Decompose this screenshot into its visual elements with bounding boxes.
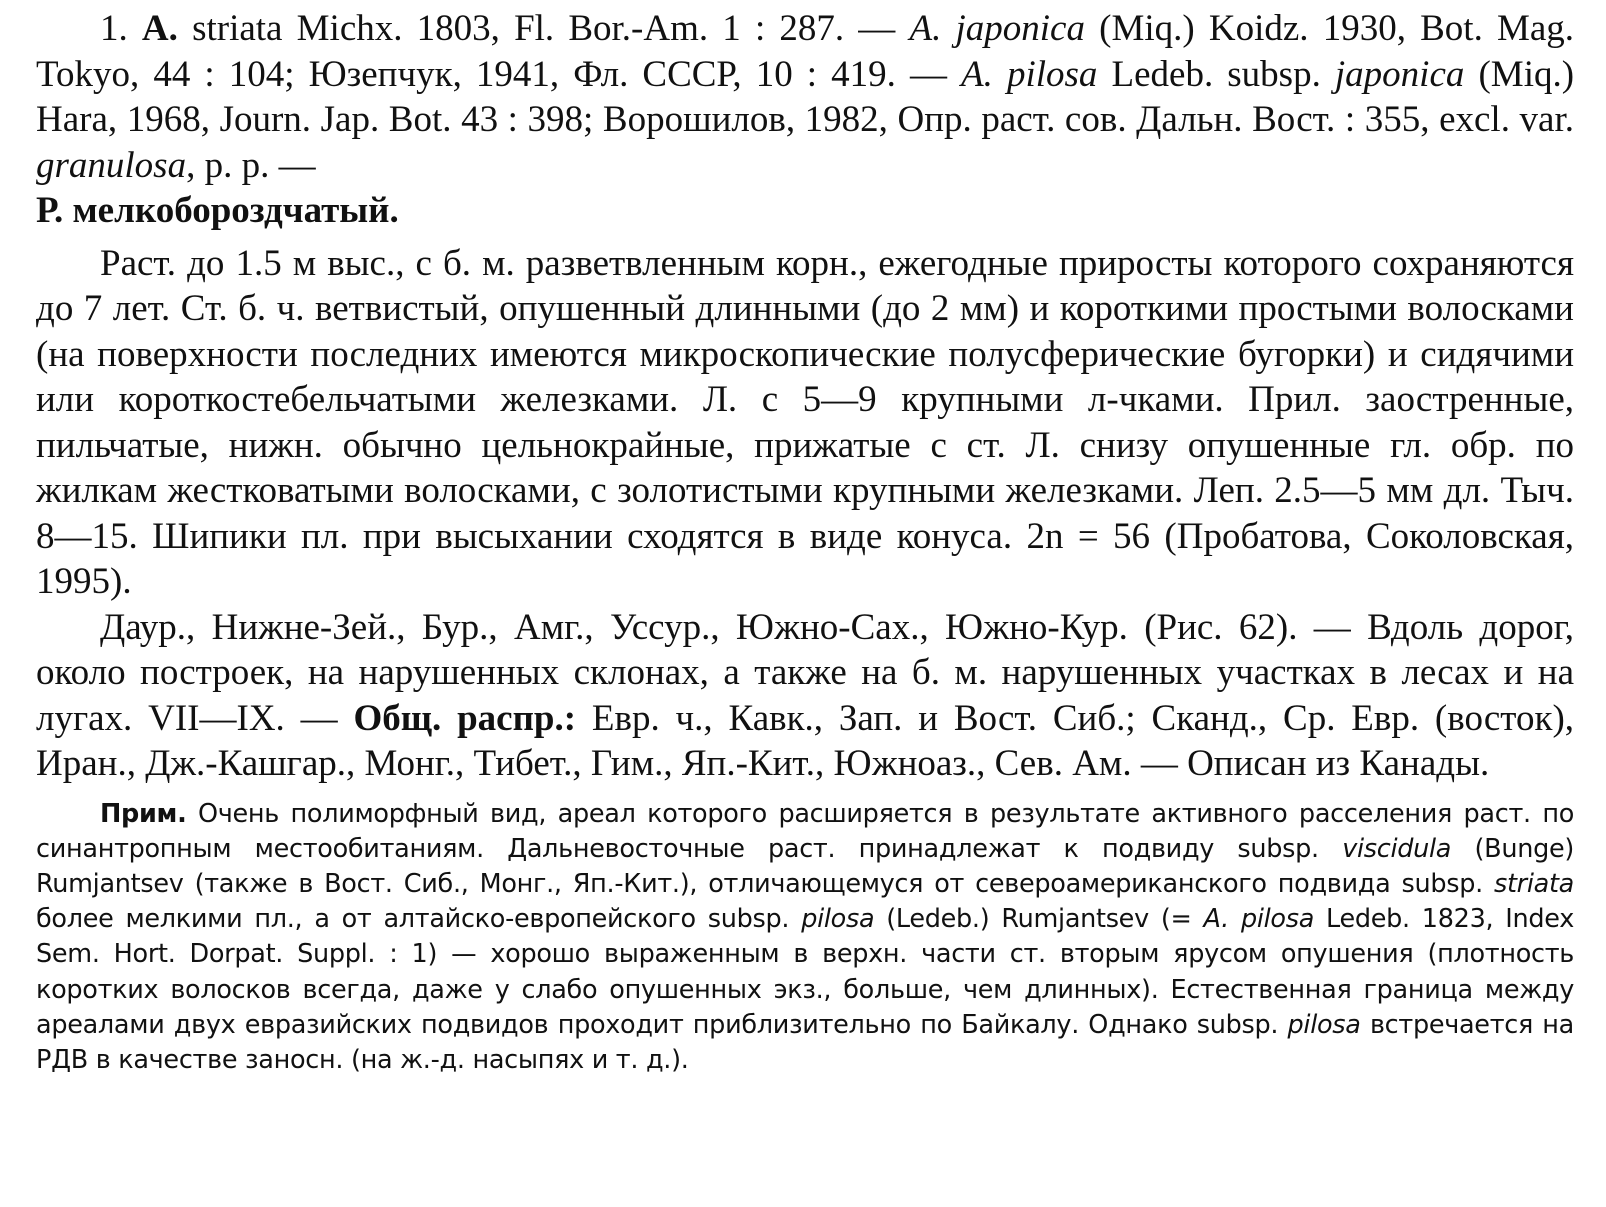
note-text-4: (Ledeb.) Rumjantsev (= (886, 904, 1192, 935)
note-italic-3: pilosa (801, 904, 875, 935)
note-paragraph (36, 797, 1574, 1079)
synonym-2-end: , p. p. — (186, 144, 316, 186)
note-text-6: встречается на РДВ в качестве заносн. (на ж.-д. насыпях и т. д.). (36, 1009, 1575, 1075)
synonym-2-subsp: japonica (1334, 53, 1465, 95)
synonym-2-var: granulosa (36, 144, 187, 186)
note-italic-5: pilosa (1287, 1009, 1361, 1040)
document-page (36, 6, 1574, 1078)
species-entry (36, 6, 1574, 234)
synonym-2-mid: Ledeb. subsp. (1111, 53, 1321, 95)
russian-name: Р. мелкобороздчатый. (36, 190, 399, 231)
note-label: Прим. (100, 798, 187, 829)
synonym-2-citation: (Miq.) Hara, 1968, Journ. Jap. Bot. 43 : 398; Ворошилов, 1982, Опр. раст. сов. Дальн. Вост. : 355, excl. var. (36, 53, 1575, 140)
description-text: Раст. до 1.5 м выс., с б. м. разветвленным корн., ежегодные приросты которого сохраняются до 7 лет. Ст. б. ч. ветвистый, опушенный длинными (до 2 мм) и короткими простыми волосками (на поверхности последних имеются микроскопические полусферические бугорки) и сидячими или короткостебельчатыми железками. Л. с 5—9 крупными л-чками. Прил. заостренные, пильчатые, нижн. обычно цельнокрайные, прижатые с ст. Л. снизу опушенные гл. обр. по жилкам жестковатыми волосками, с золотистыми крупными железками. Леп. 2.5—5 мм дл. Тыч. 8—15. Шипики пл. при высыхании сходятся в виде конуса. 2n = 56 (Пробатова, Соколовская, 1995). (36, 242, 1574, 602)
species-number: 1. (100, 8, 128, 49)
general-distribution-text: Евр. ч., Кавк., Зап. и Вост. Сиб.; Сканд., Ср. Евр. (восток), Иран., Дж.-Кашгар., Монг., Тибет., Гим., Яп.-Кит., Южноаз., Сев. Ам. — Описан из Канады. (36, 697, 1575, 784)
synonym-1-name: A. japonica (909, 8, 1085, 49)
synonym-2-name: A. pilosa (961, 53, 1098, 95)
distribution-text: Даур., Нижне-Зей., Бур., Амг., Уссур., Южно-Сах., Южно-Кур. (Рис. 62). — Вдоль дорог, около построек, на нарушенных склонах, а также на б. м. нарушенных участках в лесах и на лугах. VII—IX. — (36, 606, 1574, 739)
general-distribution-label: Общ. распр.: (353, 697, 577, 739)
note-italic-4: A. pilosa (1203, 904, 1315, 935)
note-italic-1: viscidula (1342, 833, 1452, 864)
description-paragraph (36, 241, 1574, 605)
citation-1: Michx. 1803, Fl. Bor.-Am. 1 : 287. — (296, 8, 896, 49)
synonym-1-citation: (Miq.) Koidz. 1930, Bot. Mag. Tokyo, 44 : 104; Юзепчук, 1941, Фл. СССР, 10 : 419. — (36, 8, 1575, 95)
note-text-5: Ledeb. 1823, Index Sem. Hort. Dorpat. Suppl. : 1) — хорошо выраженным в верхн. части ст. вторым ярусом опушения (плотность коротких волосков всегда, даже у слабо опушенных экз., больше, чем длинных). Естественная граница между ареалами двух евразийских подвидов проходит приблизительно по Байкалу. Однако subsp. (36, 904, 1574, 1040)
note-text-3: более мелкими пл., а от алтайско-европейского subsp. (36, 904, 790, 935)
species-epithet: striata (192, 8, 283, 49)
distribution-paragraph (36, 605, 1574, 787)
genus-abbreviation: A. (141, 8, 178, 49)
note-text-1: Очень полиморфный вид, ареал которого расширяется в результате активного расселения раст. по синантропным местообитаниям. Дальневосточные раст. принадлежат к подвиду subsp. (36, 798, 1574, 864)
note-text-2: (Bunge) Rumjantsev (также в Вост. Сиб., Монг., Яп.-Кит.), отличающемуся от североамериканского подвида subsp. (36, 833, 1574, 899)
note-italic-2: striata (1493, 868, 1574, 899)
